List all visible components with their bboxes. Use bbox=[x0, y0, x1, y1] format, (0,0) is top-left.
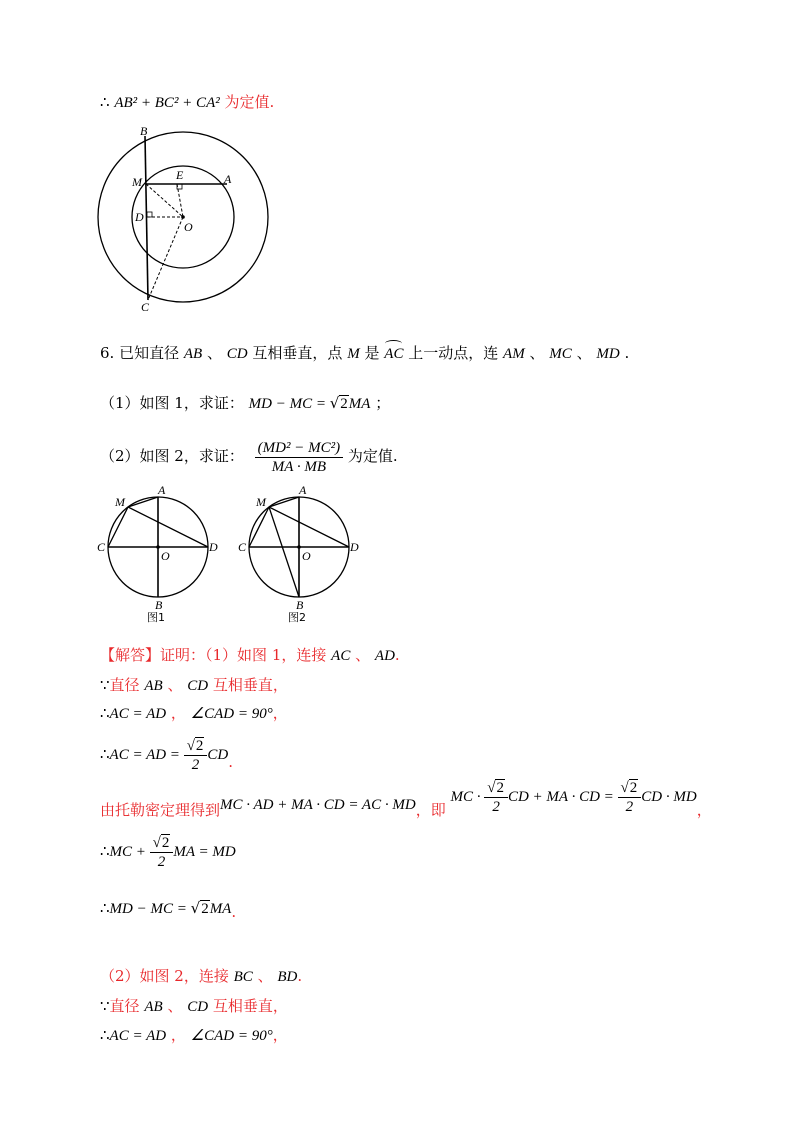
comma: ， bbox=[696, 801, 712, 819]
equation-part: MD − MC = bbox=[109, 901, 191, 917]
solution-line-6 bbox=[100, 832, 236, 871]
therefore-symbol: ∴ bbox=[100, 901, 110, 917]
semicolon: ； bbox=[375, 394, 391, 412]
solution-text: 由托勒密定理得到 bbox=[100, 801, 221, 819]
figure-concentric-circles bbox=[90, 120, 290, 320]
label-D: D bbox=[135, 210, 144, 224]
question-1-lhs: MD − MC = bbox=[248, 396, 330, 412]
separator: 、 bbox=[355, 646, 371, 664]
therefore-symbol: ∴ bbox=[100, 747, 110, 763]
fraction-denominator: 2 bbox=[625, 798, 634, 815]
question-2-label: （2）如图 2，求证： bbox=[100, 447, 244, 465]
period: . bbox=[624, 344, 630, 362]
sqrt-symbol: √2 bbox=[190, 899, 209, 917]
segment-MC: MC bbox=[549, 346, 572, 362]
fraction-sqrt2-over-2: $\frac{√2}{2}$ bbox=[150, 834, 174, 871]
label-B: B bbox=[155, 598, 163, 612]
label-M: M bbox=[115, 495, 125, 509]
label-D: D bbox=[209, 540, 218, 554]
segment-CD: CD bbox=[226, 346, 248, 362]
solution-text: 互相垂直， bbox=[212, 997, 288, 1015]
label-C: C bbox=[238, 540, 247, 554]
period: . bbox=[394, 646, 400, 664]
period: . bbox=[228, 753, 234, 771]
sqrt-radicand: 2 bbox=[161, 834, 170, 851]
fraction-denominator: MA · MB bbox=[271, 458, 326, 475]
solution-line-7 bbox=[100, 898, 236, 919]
label-E: E bbox=[176, 168, 184, 182]
sqrt-symbol: √2 bbox=[329, 394, 348, 412]
solution-line-5 bbox=[100, 779, 712, 831]
comma: ， bbox=[272, 1026, 288, 1044]
equation: AC = AD bbox=[109, 1028, 167, 1044]
problem-text: 已知直径 bbox=[119, 344, 180, 362]
fraction-numerator: (MD² − MC²) bbox=[255, 439, 343, 458]
ptolemy-equation: MC · AD + MA · CD = AC · MD bbox=[220, 797, 416, 813]
segment-AC: AC bbox=[331, 648, 351, 664]
fraction-sqrt2-over-2: $\frac{√2}{2}$ bbox=[618, 779, 642, 816]
label-A: A bbox=[224, 172, 232, 186]
equation-part: CD · MD bbox=[641, 789, 697, 805]
segment-AM: AM bbox=[503, 346, 525, 362]
sqrt-radicand: 2 bbox=[340, 396, 348, 412]
segment-MD: MD bbox=[596, 346, 620, 362]
sqrt-radicand: 2 bbox=[496, 779, 504, 796]
separator: ， bbox=[170, 1026, 186, 1044]
problem-text: 上一动点，连 bbox=[408, 344, 499, 362]
solution-text: 互相垂直， bbox=[212, 676, 288, 694]
conclusion-line bbox=[100, 92, 274, 113]
solution-line-8 bbox=[100, 966, 302, 987]
therefore-symbol: ∴ bbox=[100, 1028, 110, 1044]
because-symbol: ∵ bbox=[100, 999, 110, 1015]
equation-part: MA bbox=[209, 901, 232, 917]
fraction-denominator: 2 bbox=[492, 798, 500, 815]
fraction-sqrt2-over-2: $\frac{√2}{2}$ bbox=[184, 737, 208, 774]
fraction-sqrt2-over-2: $\frac{√2}{2}$ bbox=[484, 779, 508, 816]
angle-equation: ∠CAD = 90° bbox=[190, 1028, 273, 1044]
segment-AD: AD bbox=[374, 648, 395, 664]
segment-AB: AB bbox=[144, 678, 163, 694]
because-symbol: ∵ bbox=[100, 678, 110, 694]
problem-number: 6. bbox=[100, 344, 115, 362]
therefore-symbol: ∴ bbox=[100, 706, 110, 722]
sum-of-squares-expr: AB² + BC² + CA² bbox=[114, 95, 220, 111]
segment-BC: BC bbox=[233, 969, 253, 985]
equation-part: MA = MD bbox=[173, 844, 236, 860]
solution-line-9 bbox=[100, 996, 288, 1017]
angle-equation: ∠CAD = 90° bbox=[190, 706, 273, 722]
label-D: D bbox=[350, 540, 359, 554]
solution-line-4 bbox=[100, 735, 233, 774]
solution-text: （2）如图 2，连接 bbox=[100, 967, 229, 985]
label-B: B bbox=[296, 598, 304, 612]
is-constant-text: 为定值. bbox=[347, 447, 398, 465]
label-O: O bbox=[161, 549, 170, 563]
solution-line-2 bbox=[100, 675, 288, 696]
solution-text: ，即 bbox=[415, 801, 446, 819]
fraction-denominator: 2 bbox=[157, 853, 166, 870]
label-O: O bbox=[184, 220, 193, 234]
period: . bbox=[231, 903, 237, 921]
therefore-symbol: ∴ bbox=[100, 95, 110, 111]
solution-line-10 bbox=[100, 1025, 288, 1046]
separator: 、 bbox=[257, 967, 273, 985]
label-M: M bbox=[132, 175, 142, 189]
figure-2 bbox=[236, 480, 366, 625]
label-A: A bbox=[158, 483, 166, 497]
sqrt-radicand: 2 bbox=[195, 737, 204, 754]
label-A: A bbox=[299, 483, 307, 497]
equation: CD bbox=[207, 747, 229, 763]
fraction-denominator: 2 bbox=[191, 756, 200, 773]
equation-part: MC + bbox=[109, 844, 150, 860]
arc-AC: AC bbox=[384, 346, 404, 362]
separator: ， bbox=[170, 704, 186, 722]
separator: 、 bbox=[576, 344, 592, 362]
label-B: B bbox=[140, 124, 148, 138]
point-M: M bbox=[347, 346, 360, 362]
figure-1 bbox=[95, 480, 225, 625]
label-C: C bbox=[141, 300, 150, 314]
segment-BD: BD bbox=[277, 969, 298, 985]
period: . bbox=[297, 967, 303, 985]
problem-statement bbox=[100, 343, 629, 364]
solution-line-3 bbox=[100, 703, 288, 724]
equation: AC = AD = bbox=[109, 747, 184, 763]
separator: 、 bbox=[207, 344, 223, 362]
is-constant-text: 为定值. bbox=[224, 93, 275, 111]
segment-CD: CD bbox=[187, 999, 209, 1015]
equation: AC = AD bbox=[109, 706, 167, 722]
solution-text: 直径 bbox=[109, 676, 140, 694]
label-M: M bbox=[256, 495, 266, 509]
sqrt-radicand: 2 bbox=[201, 901, 209, 917]
label-O: O bbox=[302, 549, 311, 563]
problem-text: 互相垂直，点 bbox=[252, 344, 343, 362]
therefore-symbol: ∴ bbox=[100, 844, 110, 860]
sqrt-radicand: 2 bbox=[629, 779, 638, 796]
comma: ， bbox=[272, 704, 288, 722]
question-1 bbox=[100, 393, 390, 414]
solution-heading: 【解答】 bbox=[100, 646, 161, 664]
equation-part: CD + MA · CD = bbox=[507, 789, 618, 805]
solution-text: 直径 bbox=[109, 997, 140, 1015]
separator: 、 bbox=[167, 997, 183, 1015]
equation-part: MC · bbox=[450, 789, 485, 805]
segment-AB: AB bbox=[144, 999, 163, 1015]
problem-text: 是 bbox=[364, 344, 380, 362]
figure-1-caption: 图1 bbox=[147, 611, 165, 624]
segment-AB: AB bbox=[183, 346, 203, 362]
separator: 、 bbox=[167, 676, 183, 694]
label-C: C bbox=[97, 540, 106, 554]
solution-text: 证明：（1）如图 1，连接 bbox=[160, 646, 327, 664]
question-2 bbox=[100, 438, 398, 476]
separator: 、 bbox=[529, 344, 545, 362]
question-1-rhs: MA bbox=[348, 396, 371, 412]
question-2-fraction bbox=[255, 439, 343, 476]
question-1-label: （1）如图 1，求证： bbox=[100, 394, 244, 412]
segment-CD: CD bbox=[187, 678, 209, 694]
solution-line-1 bbox=[100, 645, 400, 666]
figure-2-caption: 图2 bbox=[288, 611, 306, 624]
